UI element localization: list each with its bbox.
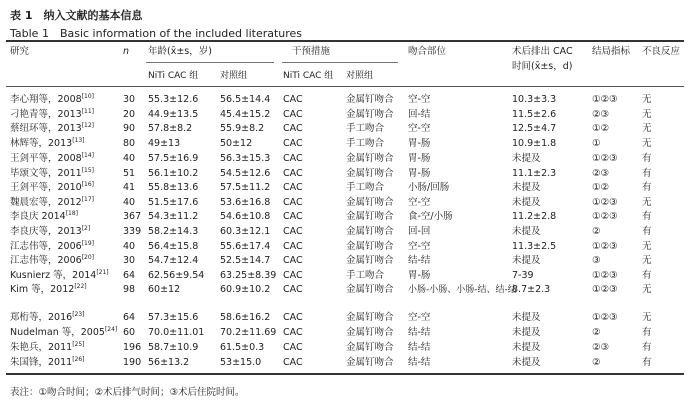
cell-outcome: ② — [592, 226, 601, 237]
cell-age-niti: 55.8±13.6 — [148, 182, 199, 193]
cell-study — [10, 153, 94, 165]
header-int-control: 对照组 — [346, 71, 374, 81]
cell-n: 40 — [123, 241, 136, 252]
cell-adverse: 有 — [642, 270, 652, 281]
study-name: Nudelman 等，2005 — [10, 327, 105, 338]
reference-number: [11] — [81, 107, 95, 115]
cell-int-control: 金属钉吻合 — [346, 226, 394, 237]
cell-age-control: 53.6±16.8 — [220, 197, 271, 208]
cell-cac-time: 8.7±2.3 — [512, 284, 551, 295]
cell-outcome: ② — [592, 327, 601, 338]
cell-cac-time: 未提及 — [512, 342, 541, 353]
reference-number: [22] — [74, 282, 87, 290]
study-name: 李良庆 2014 — [10, 211, 66, 222]
cell-study — [10, 168, 94, 180]
cell-n: 51 — [123, 168, 136, 179]
cell-n: 80 — [123, 138, 136, 149]
cell-age-control: 52.5±14.7 — [220, 255, 271, 266]
cell-study — [10, 270, 109, 282]
header-cac-time-1: 术后排出 CAC — [512, 46, 573, 57]
cell-outcome: ① — [592, 138, 601, 149]
cell-age-control: 60.3±12.1 — [220, 226, 271, 237]
header-outcome: 结局指标 — [592, 46, 631, 57]
cell-int-niti: CAC — [283, 182, 303, 193]
cell-int-niti: CAC — [283, 284, 303, 295]
cell-age-control: 54.6±10.8 — [220, 211, 271, 222]
study-name: Kim 等，2012 — [10, 284, 75, 295]
cell-age-niti: 57.5±16.9 — [148, 153, 199, 164]
reference-number: [26] — [72, 355, 85, 363]
cell-int-control: 金属钉吻合 — [346, 342, 394, 353]
cell-age-niti: 62.56±9.54 — [148, 270, 205, 281]
cell-site: 结-结 — [408, 357, 431, 368]
cell-int-niti: CAC — [283, 226, 303, 237]
study-name: 毕颂文等，2011 — [10, 168, 82, 179]
cell-study — [10, 109, 94, 121]
cell-adverse: 有 — [642, 342, 652, 353]
cell-int-niti: CAC — [283, 123, 303, 134]
cell-int-control: 金属钉吻合 — [346, 94, 394, 105]
cell-cac-time: 未提及 — [512, 153, 541, 164]
cell-site: 空-空 — [408, 123, 431, 134]
table-footnote: 表注：①吻合时间；②术后排气时间；③术后住院时间。 — [10, 387, 245, 398]
cell-study — [10, 327, 117, 339]
cell-cac-time: 10.3±3.3 — [512, 94, 557, 105]
reference-number: [17] — [81, 195, 95, 203]
cell-int-control: 手工吻合 — [346, 123, 385, 134]
cell-outcome: ①②③ — [592, 94, 618, 105]
study-name: 江志伟等，2006 — [10, 255, 82, 266]
bottom-rule — [6, 373, 684, 375]
cell-n: 64 — [123, 312, 136, 323]
cell-cac-time: 未提及 — [512, 255, 541, 266]
cell-int-niti: CAC — [283, 138, 303, 149]
cell-age-control: 45.4±15.2 — [220, 109, 271, 120]
cell-n: 190 — [123, 357, 142, 368]
cell-adverse: 有 — [642, 168, 652, 179]
cell-cac-time: 未提及 — [512, 357, 541, 368]
cell-age-control: 53±15.0 — [220, 357, 262, 368]
cell-age-control: 70.2±11.69 — [220, 327, 277, 338]
cell-int-control: 金属钉吻合 — [346, 168, 394, 179]
cell-age-niti: 58.7±10.9 — [148, 342, 199, 353]
reference-number: [10] — [81, 92, 95, 100]
cell-adverse: 有 — [642, 357, 652, 368]
header-age-niti: NiTi CAC 组 — [148, 71, 199, 81]
cell-outcome: ①②③ — [592, 197, 618, 208]
cell-int-niti: CAC — [283, 327, 303, 338]
header-site: 吻合部位 — [408, 46, 447, 57]
cell-study — [10, 182, 94, 194]
age-subrule — [146, 62, 274, 63]
cell-n: 30 — [123, 94, 136, 105]
cell-int-niti: CAC — [283, 255, 303, 266]
cell-adverse: 无 — [642, 197, 652, 208]
cell-n: 40 — [123, 197, 136, 208]
header-rule — [6, 86, 684, 87]
cell-int-niti: CAC — [283, 197, 303, 208]
cell-int-control: 金属钉吻合 — [346, 197, 394, 208]
cell-study — [10, 312, 85, 324]
cell-int-control: 手工吻合 — [346, 138, 385, 149]
cell-int-niti: CAC — [283, 168, 303, 179]
cell-outcome: ② — [592, 357, 601, 368]
study-name: 刁艳青等，2013 — [10, 109, 82, 120]
cell-site: 小肠/回肠 — [408, 182, 450, 193]
cell-age-control: 50±12 — [220, 138, 253, 149]
cell-int-niti: CAC — [283, 153, 303, 164]
cell-int-niti: CAC — [283, 94, 303, 105]
reference-number: [13] — [72, 136, 85, 144]
cell-site: 空-空 — [408, 197, 431, 208]
cell-cac-time: 未提及 — [512, 226, 541, 237]
cell-site: 空-空 — [408, 94, 431, 105]
reference-number: [24] — [104, 325, 118, 333]
cell-adverse: 无 — [642, 241, 652, 252]
reference-number: [16] — [81, 180, 95, 188]
cell-adverse: 有 — [642, 327, 652, 338]
top-rule — [6, 40, 684, 42]
cell-n: 41 — [123, 182, 136, 193]
cell-site: 胃-肠 — [408, 270, 431, 281]
cell-age-niti: 58.2±14.3 — [148, 226, 199, 237]
study-name: 李良庆等，2013 — [10, 226, 82, 237]
cell-study — [10, 284, 87, 296]
study-name: 朱国锋，2011 — [10, 357, 73, 368]
study-name: 江志伟等，2006 — [10, 241, 82, 252]
cell-int-niti: CAC — [283, 211, 303, 222]
cell-cac-time: 未提及 — [512, 327, 541, 338]
table-title-en: Table 1 Basic information of the included literatures — [10, 27, 303, 40]
study-name: 王剑平等，2008 — [10, 153, 82, 164]
cell-n: 196 — [123, 342, 142, 353]
cell-cac-time: 10.9±1.8 — [512, 138, 557, 149]
cell-cac-time: 11.5±2.6 — [512, 109, 557, 120]
cell-outcome: ①②③ — [592, 270, 618, 281]
reference-number: [2] — [81, 224, 91, 232]
cell-age-niti: 56±13.2 — [148, 357, 190, 368]
cell-study — [10, 241, 94, 253]
cell-site: 空-空 — [408, 312, 431, 323]
cell-adverse: 无 — [642, 312, 652, 323]
cell-n: 90 — [123, 123, 136, 134]
cell-age-niti: 51.5±17.6 — [148, 197, 199, 208]
cell-age-control: 61.5±0.3 — [220, 342, 265, 353]
cell-outcome: ①②③ — [592, 284, 618, 295]
cell-n: 367 — [123, 211, 142, 222]
cell-int-control: 手工吻合 — [346, 182, 385, 193]
cell-outcome: ①②③ — [592, 211, 618, 222]
cell-int-niti: CAC — [283, 270, 303, 281]
cell-int-control: 金属钉吻合 — [346, 153, 394, 164]
cell-age-control: 58.6±16.2 — [220, 312, 271, 323]
header-age: 年龄(x̄±s，岁) — [148, 46, 212, 57]
cell-outcome: ③ — [592, 255, 601, 266]
reference-number: [14] — [81, 151, 95, 159]
cell-site: 胃-肠 — [408, 138, 431, 149]
cell-age-niti: 49±13 — [148, 138, 181, 149]
study-name: 魏晨宏等，2012 — [10, 197, 82, 208]
cell-age-niti: 57.3±15.6 — [148, 312, 199, 323]
cell-age-niti: 70.0±11.01 — [148, 327, 205, 338]
cell-age-control: 54.5±12.6 — [220, 168, 271, 179]
reference-number: [21] — [96, 268, 109, 276]
cell-adverse: 无 — [642, 255, 652, 266]
cell-adverse: 无 — [642, 94, 652, 105]
reference-number: [19] — [81, 239, 95, 247]
cell-adverse: 无 — [642, 109, 652, 120]
cell-int-control: 金属钉吻合 — [346, 255, 394, 266]
cell-adverse: 有 — [642, 153, 652, 164]
cell-int-control: 金属钉吻合 — [346, 357, 394, 368]
cell-adverse: 有 — [642, 211, 652, 222]
header-age-control: 对照组 — [220, 71, 248, 81]
cell-age-control: 60.9±10.2 — [220, 284, 271, 295]
header-int-niti: NiTi CAC 组 — [283, 71, 334, 81]
cell-study — [10, 211, 78, 223]
cell-int-niti: CAC — [283, 312, 303, 323]
cell-outcome: ①②③ — [592, 241, 618, 252]
table-title-cn: 表 1 纳入文献的基本信息 — [10, 9, 143, 22]
cell-age-niti: 56.4±15.8 — [148, 241, 199, 252]
study-name: Kusnierz 等，2014 — [10, 270, 97, 281]
cell-int-control: 金属钉吻合 — [346, 241, 394, 252]
cell-age-control: 55.9±8.2 — [220, 123, 265, 134]
cell-study — [10, 123, 94, 135]
cell-n: 64 — [123, 270, 136, 281]
cell-outcome: ①②③ — [592, 153, 618, 164]
cell-outcome: ②③ — [592, 109, 610, 120]
header-n: n — [123, 46, 130, 57]
reference-number: [23] — [72, 310, 85, 318]
cell-n: 40 — [123, 153, 136, 164]
cell-site: 空-空 — [408, 241, 431, 252]
cell-age-control: 55.6±17.4 — [220, 241, 271, 252]
cell-study — [10, 94, 94, 106]
study-name: 王剑平等，2010 — [10, 182, 82, 193]
cell-cac-time: 7-39 — [512, 270, 534, 281]
cell-n: 98 — [123, 284, 136, 295]
study-name: 李心翔等，2008 — [10, 94, 82, 105]
cell-int-control: 金属钉吻合 — [346, 327, 394, 338]
cell-adverse: 无 — [642, 284, 652, 295]
cell-study — [10, 138, 85, 150]
cell-site: 食-空/小肠 — [408, 211, 453, 222]
cell-age-control: 57.5±11.2 — [220, 182, 271, 193]
header-study: 研究 — [10, 46, 30, 57]
cell-cac-time: 11.1±2.3 — [512, 168, 557, 179]
cell-adverse: 有 — [642, 182, 652, 193]
cell-adverse: 无 — [642, 123, 652, 134]
cell-n: 30 — [123, 255, 136, 266]
cell-study — [10, 197, 94, 209]
cell-site: 结-结 — [408, 327, 431, 338]
cell-cac-time: 未提及 — [512, 182, 541, 193]
cell-int-niti: CAC — [283, 241, 303, 252]
cell-n: 339 — [123, 226, 142, 237]
cell-cac-time: 未提及 — [512, 197, 541, 208]
reference-number: [20] — [81, 253, 95, 261]
cell-int-niti: CAC — [283, 342, 303, 353]
cell-age-niti: 55.3±12.6 — [148, 94, 199, 105]
reference-number: [15] — [81, 166, 95, 174]
header-adverse: 不良反应 — [642, 46, 681, 57]
cell-int-control: 金属钉吻合 — [346, 211, 394, 222]
cell-adverse: 无 — [642, 138, 652, 149]
cell-age-control: 56.3±15.3 — [220, 153, 271, 164]
study-name: 郑桁等，2016 — [10, 312, 73, 323]
cell-outcome: ②③ — [592, 168, 610, 179]
cell-int-niti: CAC — [283, 109, 303, 120]
cell-age-niti: 57.8±8.2 — [148, 123, 193, 134]
cell-site: 回-结 — [408, 109, 431, 120]
cell-adverse: 有 — [642, 226, 652, 237]
cell-outcome: ②③ — [592, 342, 610, 353]
cell-outcome: ①② — [592, 182, 610, 193]
cell-outcome: ①②③ — [592, 312, 618, 323]
cell-age-niti: 60±12 — [148, 284, 181, 295]
study-name: 朱艳兵，2011 — [10, 342, 73, 353]
intervention-subrule — [282, 62, 398, 63]
cell-n: 20 — [123, 109, 136, 120]
study-name: 蔡纽环等，2013 — [10, 123, 82, 134]
header-intervention: 干预措施 — [292, 46, 331, 57]
cell-site: 结-结 — [408, 255, 431, 266]
header-cac-time-2: 时间(x̄±s，d) — [512, 61, 573, 72]
cell-int-niti: CAC — [283, 357, 303, 368]
cell-outcome: ①② — [592, 123, 610, 134]
cell-cac-time: 未提及 — [512, 312, 541, 323]
cell-int-control: 手工吻合 — [346, 270, 385, 281]
cell-study — [10, 342, 85, 354]
cell-study — [10, 357, 85, 369]
cell-cac-time: 11.3±2.5 — [512, 241, 557, 252]
cell-site: 胃-肠 — [408, 168, 431, 179]
cell-int-control: 金属钉吻合 — [346, 284, 394, 295]
cell-age-niti: 54.3±11.2 — [148, 211, 199, 222]
cell-cac-time: 12.5±4.7 — [512, 123, 557, 134]
cell-age-control: 56.5±14.4 — [220, 94, 271, 105]
study-name: 林辉等，2013 — [10, 138, 73, 149]
cell-study — [10, 255, 94, 267]
cell-int-control: 金属钉吻合 — [346, 109, 394, 120]
reference-number: [25] — [72, 340, 85, 348]
cell-site: 回-回 — [408, 226, 431, 237]
cell-age-niti: 54.7±12.4 — [148, 255, 199, 266]
cell-site: 结-结 — [408, 342, 431, 353]
cell-age-control: 63.25±8.39 — [220, 270, 277, 281]
cell-age-niti: 44.9±13.5 — [148, 109, 199, 120]
reference-number: [12] — [81, 121, 95, 129]
cell-site: 小肠-小肠、小肠-结、结-结 — [408, 285, 517, 295]
reference-number: [18] — [65, 209, 79, 217]
cell-age-niti: 56.1±10.2 — [148, 168, 199, 179]
cell-site: 胃-肠 — [408, 153, 431, 164]
cell-study — [10, 226, 90, 238]
cell-int-control: 金属钉吻合 — [346, 312, 394, 323]
cell-n: 60 — [123, 327, 136, 338]
cell-cac-time: 11.2±2.8 — [512, 211, 557, 222]
